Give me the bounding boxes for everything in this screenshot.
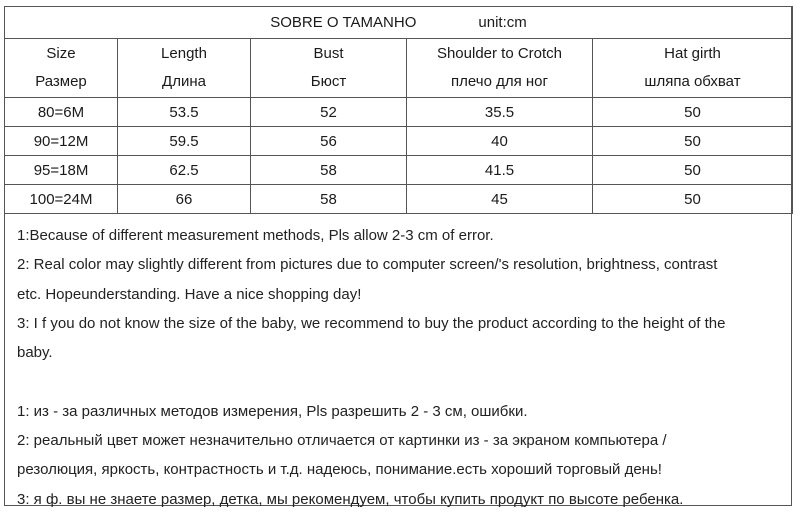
cell-shoulder-to-crotch: 35.5	[407, 98, 593, 127]
cell-shoulder-to-crotch: 40	[407, 127, 593, 156]
cell-hat-girth: 50	[593, 156, 793, 185]
header-shoulder-en: Shoulder to Crotch	[436, 45, 563, 62]
header-size-en: Size	[46, 45, 76, 62]
table-row	[5, 98, 793, 127]
header-hat-en: Hat girth	[664, 45, 721, 62]
cell-length: 59.5	[118, 127, 251, 156]
header-size-ru: Размер	[35, 73, 87, 90]
cell-length: 53.5	[118, 98, 251, 127]
note-ru-line: 1: из - за различных методов измерения, Pls разрешить 2 - 3 см, ошибки.	[17, 402, 528, 420]
table-row	[5, 185, 793, 214]
header-shoulder-to-crotch	[407, 39, 593, 98]
cell-shoulder-to-crotch: 41.5	[407, 156, 593, 185]
table-title: SOBRE O TAMANHO	[270, 14, 417, 31]
table-row	[5, 156, 793, 185]
header-length-ru: Длина	[162, 73, 206, 90]
note-en-line: 2: Real color may slightly different from pictures due to computer screen/'s resolution, brightness, contrast	[17, 256, 718, 274]
table-title-cell	[5, 7, 793, 39]
cell-hat-girth: 50	[593, 98, 793, 127]
header-bust-ru: Бюст	[310, 73, 347, 90]
cell-hat-girth: 50	[593, 127, 793, 156]
note-ru-line: 2: реальный цвет может незначительно отличается от картинки из - за экраном компьютера /	[17, 432, 667, 450]
header-size	[5, 39, 118, 98]
note-en-line: 3: I f you do not know the size of the baby, we recommend to buy the product according to the height of the	[17, 314, 726, 332]
cell-bust: 58	[251, 156, 407, 185]
header-hat-girth	[593, 39, 793, 98]
header-shoulder-ru: плечо для ног	[451, 73, 548, 90]
header-bust	[251, 39, 407, 98]
cell-size: 80=6M	[5, 98, 118, 127]
note-en-line: baby.	[17, 344, 53, 362]
note-ru-line: 3: я ф. вы не знаете размер, детка, мы рекомендуем, чтобы купить продукт по высоте ребенка.	[17, 490, 684, 508]
cell-shoulder-to-crotch: 45	[407, 185, 593, 214]
notes-spacer	[17, 367, 789, 396]
header-length-en: Length	[161, 45, 207, 62]
note-en-line: 1:Because of different measurement methods, Pls allow 2-3 cm of error.	[17, 227, 494, 244]
cell-size: 90=12M	[5, 127, 118, 156]
size-table	[4, 6, 793, 214]
header-row	[5, 39, 793, 98]
cell-size: 100=24M	[5, 185, 118, 214]
title-row	[5, 7, 793, 39]
cell-hat-girth: 50	[593, 185, 793, 214]
unit-label: unit:cm	[478, 14, 527, 31]
header-length	[118, 39, 251, 98]
header-bust-en: Bust	[313, 45, 344, 62]
cell-bust: 58	[251, 185, 407, 214]
notes-section	[17, 221, 789, 514]
note-ru-line: резолюция, яркость, контрастность и т.д. надеюсь, понимание.есть хороший торговый день!	[17, 461, 662, 479]
cell-length: 62.5	[118, 156, 251, 185]
table-row	[5, 127, 793, 156]
cell-bust: 52	[251, 98, 407, 127]
header-hat-ru: шляпа обхват	[644, 73, 741, 90]
note-en-line: etc. Hopeunderstanding. Have a nice shopping day!	[17, 285, 362, 303]
cell-size: 95=18M	[5, 156, 118, 185]
cell-bust: 56	[251, 127, 407, 156]
cell-length: 66	[118, 185, 251, 214]
